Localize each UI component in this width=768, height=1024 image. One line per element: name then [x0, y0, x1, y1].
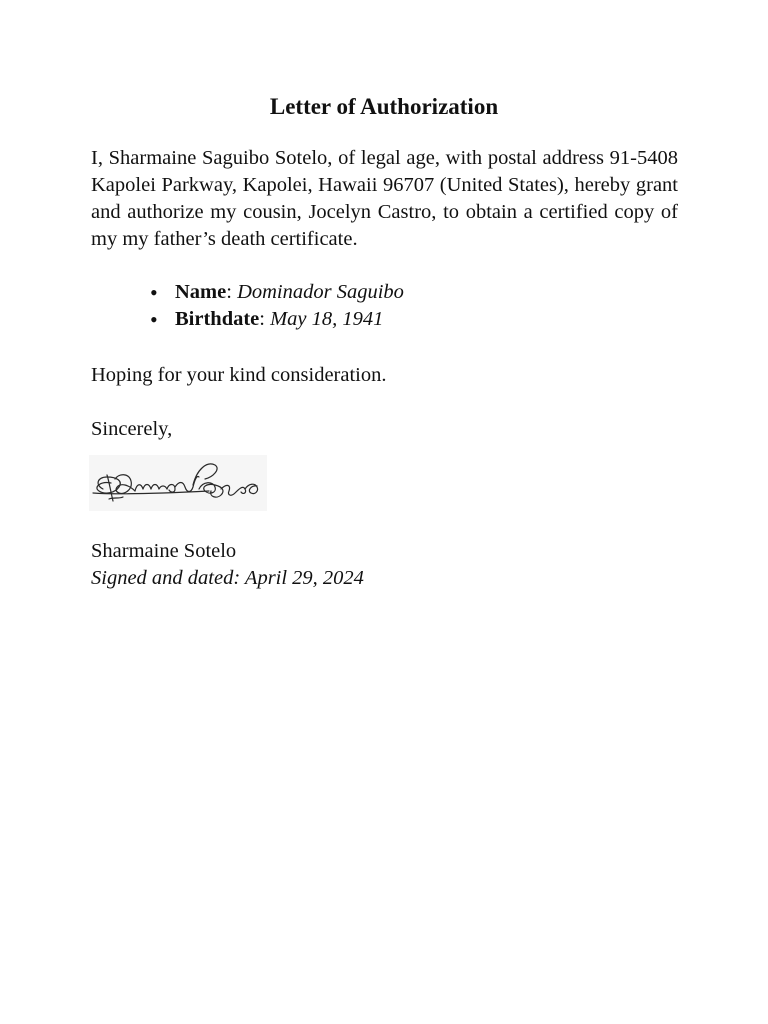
signature-icon: [89, 455, 267, 511]
detail-value: Dominador Saguibo: [237, 281, 404, 303]
letter-body: I, Sharmaine Saguibo Sotelo, of legal age, with postal address 91-5408 Kapolei Parkway, Kapolei, Hawaii 96707 (United States), hereby grant and authorize my cousin, Jocelyn Castro, to obtain a certified copy of my my father’s death certificate.: [91, 147, 678, 250]
details-list: [150, 279, 404, 333]
detail-separator: :: [226, 281, 238, 303]
detail-label: Name: [175, 281, 227, 303]
detail-label: Birthdate: [175, 308, 260, 330]
detail-separator: :: [259, 308, 271, 330]
signer-name: Sharmaine Sotelo: [91, 540, 237, 562]
detail-item-name: [150, 279, 404, 306]
detail-value: May 18, 1941: [270, 308, 384, 330]
letter-title: Letter of Authorization: [269, 94, 499, 119]
signature-image: [89, 455, 267, 511]
signed-date: Signed and dated: April 29, 2024: [91, 567, 364, 589]
detail-item-birthdate: [150, 306, 404, 333]
salutation: Sincerely,: [91, 418, 173, 440]
closing-line: Hoping for your kind consideration.: [91, 364, 387, 386]
